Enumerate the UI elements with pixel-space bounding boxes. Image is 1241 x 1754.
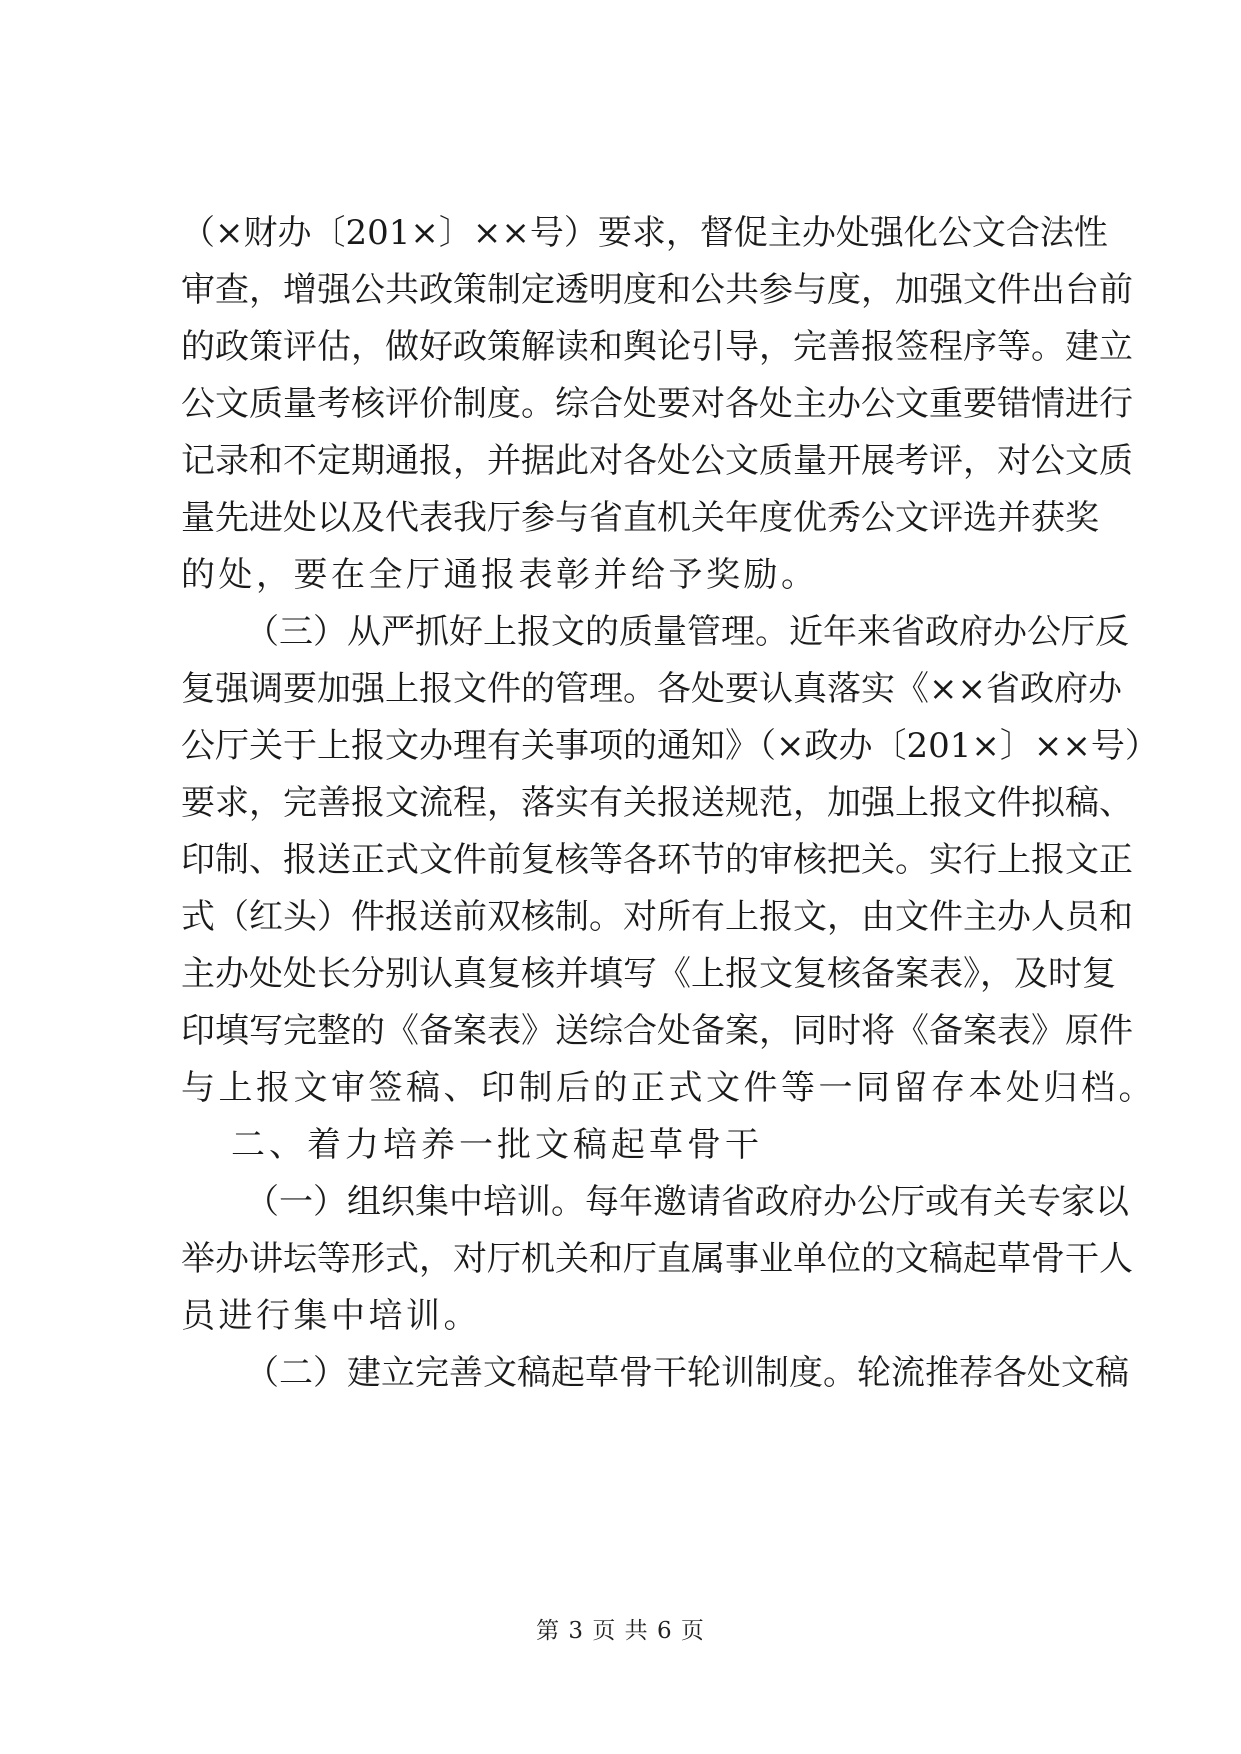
body-line: 审查，增强公共政策制定透明度和公共参与度，加强文件出台前 [181, 270, 1133, 310]
paragraph-start-line: （一）组织集中培训。每年邀请省政府办公厅或有关专家以 [245, 1182, 1129, 1222]
paragraph-start-line: （三）从严抓好上报文的质量管理。近年来省政府办公厅反 [245, 612, 1129, 652]
body-line: （×财办〔201×〕××号）要求，督促主办处强化公文合法性 [181, 213, 1108, 253]
body-line: 印填写完整的《备案表》送综合处备案，同时将《备案表》原件 [181, 1011, 1133, 1051]
page-number-footer: 第 3 页 共 6 页 [536, 1618, 705, 1644]
body-line: 量先进处以及代表我厅参与省直机关年度优秀公文评选并获奖 [181, 498, 1099, 538]
body-line: 主办处处长分别认真复核并填写《上报文复核备案表》，及时复 [181, 954, 1116, 994]
body-line: 举办讲坛等形式，对厅机关和厅直属事业单位的文稿起草骨干人 [181, 1239, 1133, 1279]
body-line: 要求，完善报文流程，落实有关报送规范，加强上报文件拟稿、 [181, 783, 1133, 823]
body-line: 员进行集中培训。 [181, 1296, 481, 1336]
body-line: 记录和不定期通报，并据此对各处公文质量开展考评，对公文质 [181, 441, 1133, 481]
body-line: 的政策评估，做好政策解读和舆论引导，完善报签程序等。建立 [181, 327, 1133, 367]
paragraph-start-line: （二）建立完善文稿起草骨干轮训制度。轮流推荐各处文稿 [245, 1353, 1129, 1393]
body-line: 复强调要加强上报文件的管理。各处要认真落实《××省政府办 [181, 669, 1122, 709]
body-line: 的处，要在全厅通报表彰并给予奖励。 [181, 555, 819, 595]
body-line: 印制、报送正式文件前复核等各环节的审核把关。实行上报文正 [181, 840, 1133, 880]
body-line: 公文质量考核评价制度。综合处要对各处主办公文重要错情进行 [181, 384, 1133, 424]
body-line: 式（红头）件报送前双核制。对所有上报文，由文件主办人员和 [181, 897, 1133, 937]
section-heading: 二、着力培养一批文稿起草骨干 [231, 1125, 763, 1165]
body-line: 与上报文审签稿、印制后的正式文件等一同留存本处归档。 [181, 1068, 1156, 1108]
body-line: 公厅关于上报文办理有关事项的通知》（×政办〔201×〕××号） [181, 726, 1159, 766]
